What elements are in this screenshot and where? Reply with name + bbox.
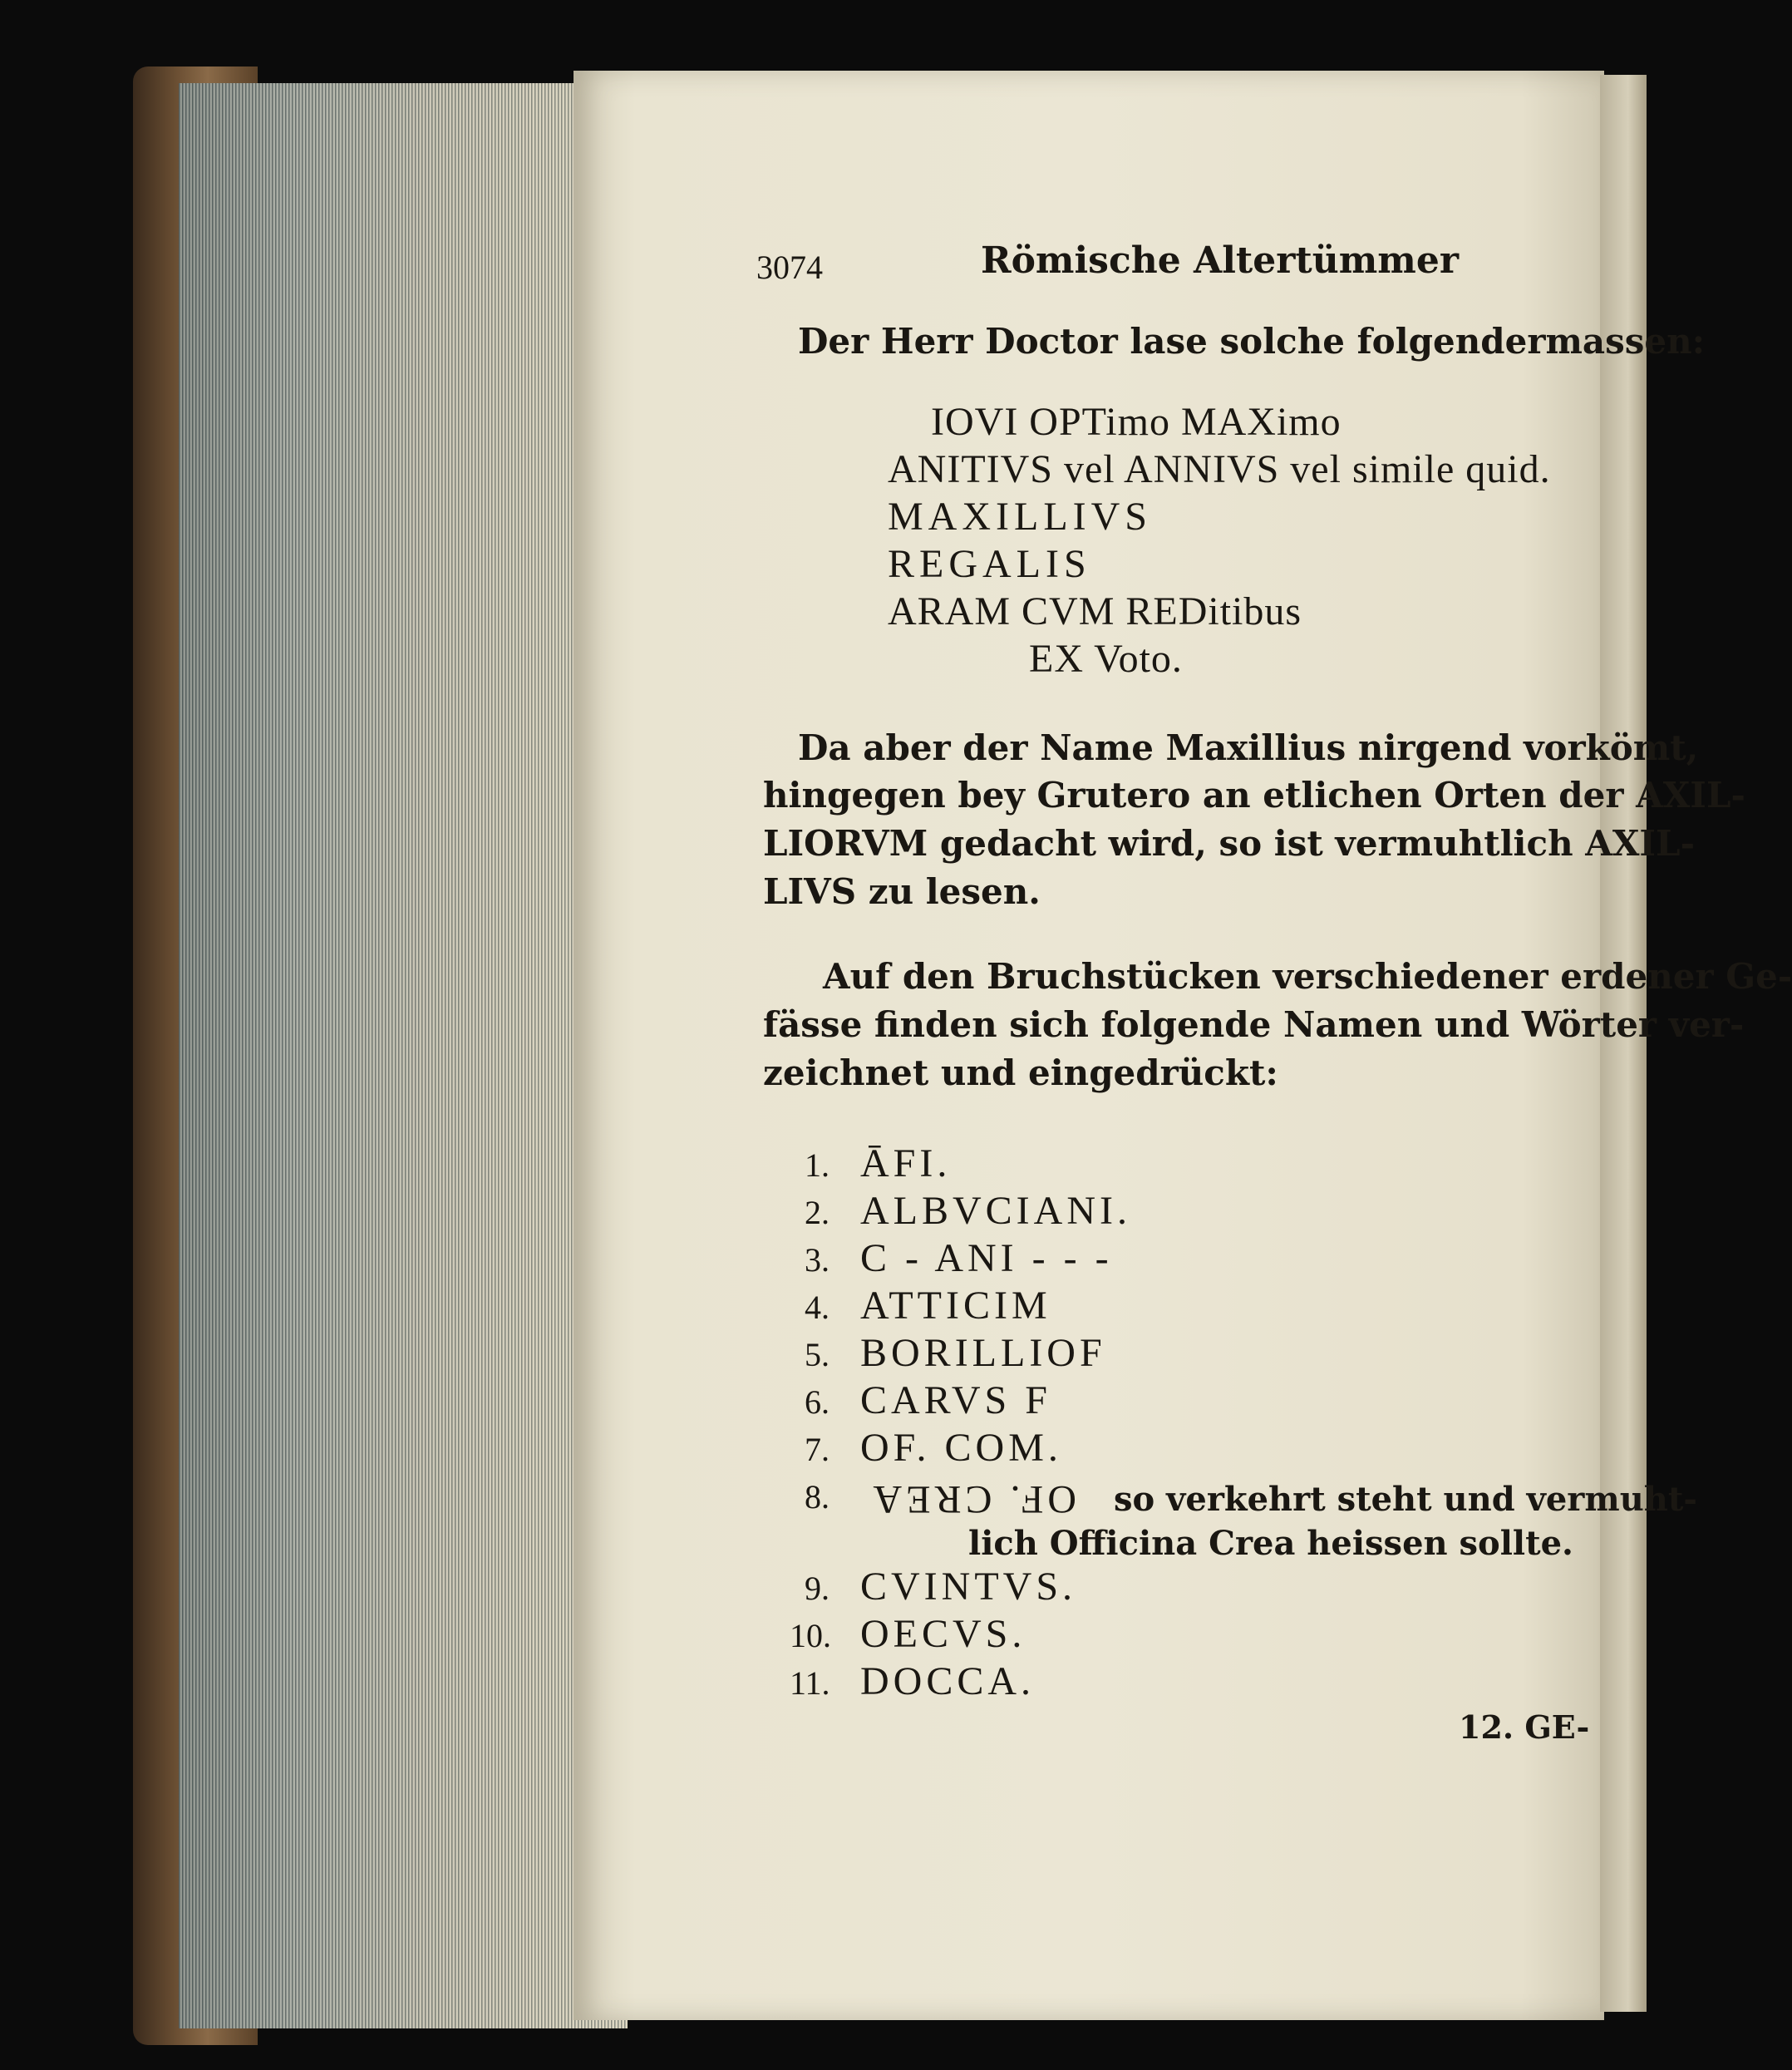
paragraph-line: Da aber der Name Maxillius nirgend vorkömt, (798, 727, 1699, 768)
list-item-text: BORILLIOF (860, 1331, 1106, 1375)
paragraph-line: LIORVM gedacht wird, so ist vermuhtlich AXIL- (763, 823, 1696, 864)
list-item-number: 6. (805, 1383, 830, 1421)
item-8-note: lich Officina Crea heissen sollte. (968, 1524, 1573, 1563)
list-item-text: C - ANI - - - (860, 1236, 1113, 1280)
list-item-number: 10. (790, 1617, 831, 1654)
inscription-line: MAXILLIVS (888, 495, 1152, 539)
list-item-number: 9. (805, 1570, 830, 1607)
inscription-line: EX Voto. (1029, 637, 1183, 681)
list-item-number: 3. (805, 1241, 830, 1279)
list-item-number: 1. (805, 1146, 830, 1184)
list-item-number: 11. (790, 1664, 830, 1702)
inscription-line: REGALIS (888, 542, 1091, 586)
list-item-text: ATTICIM (860, 1284, 1051, 1328)
intro-line: Der Herr Doctor lase solche folgendermassen: (798, 321, 1706, 362)
inscription-line: ANITIVS vel ANNIVS vel simile quid. (888, 447, 1551, 491)
list-item-text: OECVS. (860, 1612, 1026, 1656)
list-item-text: CARVS F (860, 1378, 1051, 1422)
item-8-note: so verkehrt steht und vermuht- (1114, 1480, 1697, 1519)
list-item-number: 7. (805, 1431, 830, 1468)
page-number: 3074 (756, 249, 823, 286)
catchword: 12. GE- (1459, 1708, 1590, 1746)
inscription-line: ARAM CVM REDitibus (888, 589, 1302, 633)
list-item-text: DOCCA. (860, 1659, 1036, 1703)
paragraph-line: LIVS zu lesen. (763, 871, 1041, 912)
running-title: Römische Altertümmer (981, 239, 1460, 282)
paragraph-line: fässe finden sich folgende Namen und Wörter ver- (763, 1004, 1745, 1045)
list-item-text: ALBVCIANI. (860, 1189, 1131, 1233)
list-item-text: ĀFI. (860, 1141, 952, 1185)
paragraph-line: zeichnet und eingedrückt: (763, 1052, 1278, 1093)
list-item-number: 8. (805, 1478, 830, 1516)
paragraph-line: Auf den Bruchstücken verschiedener erdener Ge- (823, 956, 1792, 997)
list-item-text: OF. CREA (869, 1477, 1076, 1521)
paragraph-line: hingegen bey Grutero an etlichen Orten der AXIL- (763, 775, 1745, 816)
list-item-number: 4. (805, 1289, 830, 1326)
list-item-text: CVINTVS. (860, 1565, 1077, 1609)
list-item-text: OF. COM. (860, 1426, 1062, 1470)
list-item-number: 5. (805, 1336, 830, 1373)
list-item-number: 2. (805, 1194, 830, 1231)
inscription-line: IOVI OPTimo MAXimo (931, 400, 1342, 444)
